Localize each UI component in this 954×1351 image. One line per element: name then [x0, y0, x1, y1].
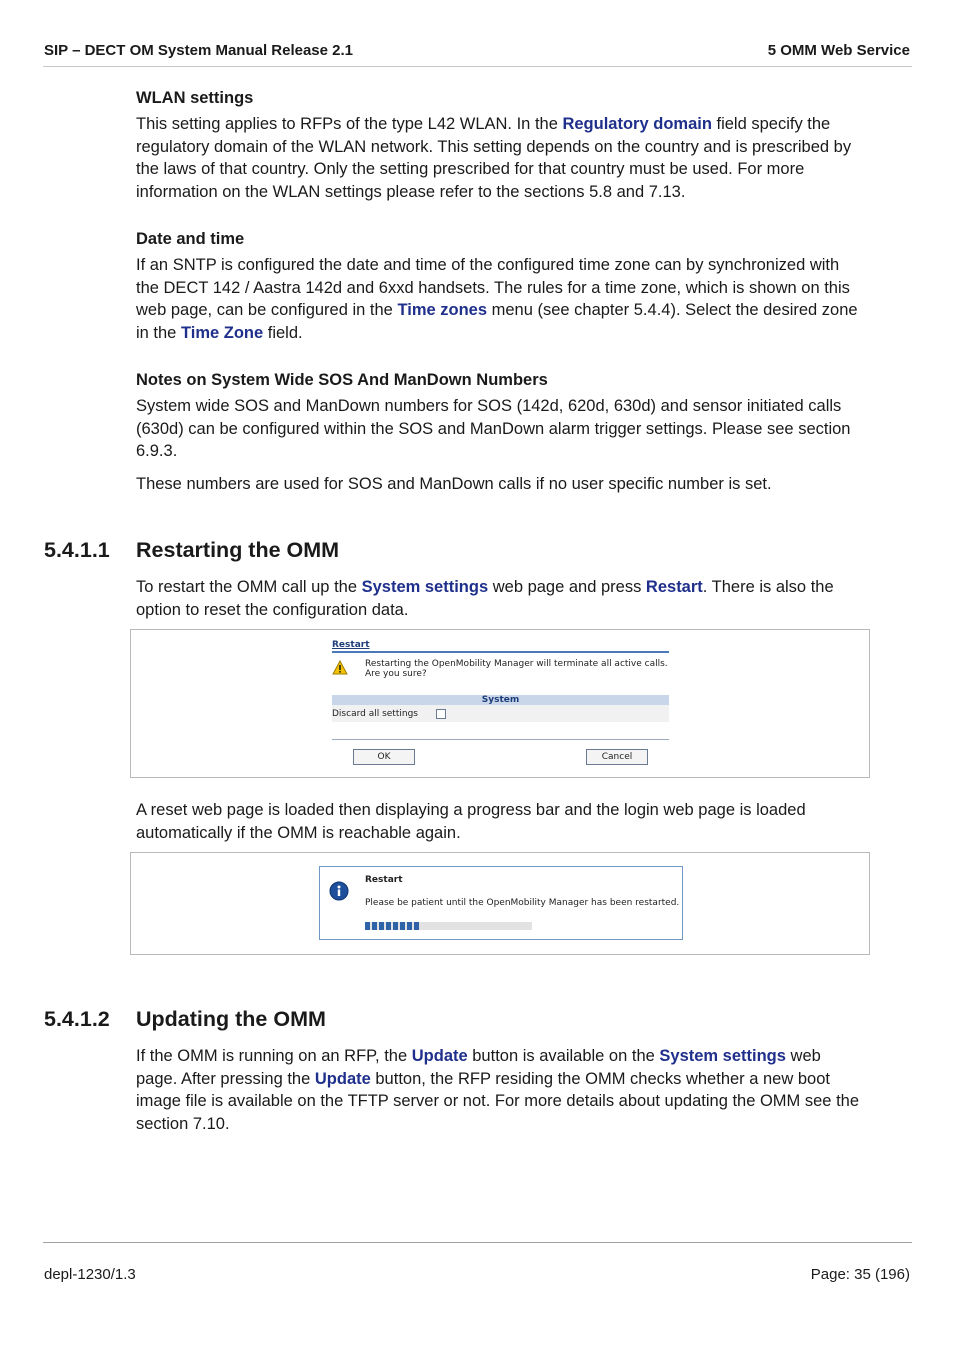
restart-warning-line-2: Are you sure? — [365, 669, 427, 679]
progress-segment — [372, 922, 377, 930]
warning-icon — [332, 660, 348, 675]
ok-button[interactable]: OK — [353, 749, 415, 765]
progress-segment — [393, 922, 398, 930]
system-section-header: System — [332, 695, 669, 705]
update-body — [136, 1045, 866, 1135]
wlan-paragraph — [136, 113, 866, 203]
restart-term: Restart — [645, 578, 703, 596]
sos-section — [136, 371, 866, 495]
section-heading-restart — [44, 538, 339, 563]
reset-paragraph: A reset web page is loaded then displaying a progress bar and the login web page is loaded automatically if the OMM is reachable again. — [136, 801, 806, 842]
system-settings-term: System settings — [659, 1047, 786, 1065]
time-zones-term: Time zones — [397, 301, 488, 319]
header-chapter: 5 OMM Web Service — [767, 42, 910, 59]
section-heading-update — [44, 1007, 326, 1032]
progress-segment — [414, 922, 419, 930]
section-title: Updating the OMM — [136, 1007, 326, 1031]
text-run: To restart the OMM call up the — [136, 578, 362, 596]
discard-settings-label: Discard all settings — [332, 709, 418, 719]
text-run: This setting applies to RFPs of the type L42 WLAN. In the — [136, 115, 563, 133]
text-run: web page. After pressing the — [136, 1047, 821, 1088]
text-run: menu (see chapter 5.4.4). Select the desired zone in the — [136, 301, 858, 342]
header-title: SIP – DECT OM System Manual Release 2.1 — [44, 42, 354, 59]
progress-segment — [379, 922, 384, 930]
text-run: If the OMM is running on an RFP, the — [136, 1047, 412, 1065]
reset-description — [136, 799, 866, 844]
system-settings-term: System settings — [361, 578, 489, 596]
text-run: . There is also the option to reset the configuration data. — [136, 578, 834, 619]
progress-segment — [407, 922, 412, 930]
info-icon — [329, 881, 349, 901]
restart-dialog — [131, 630, 869, 777]
restart-dialog-title: Restart — [332, 640, 370, 650]
datetime-section — [136, 230, 866, 344]
document-id: depl-1230/1.3 — [44, 1266, 136, 1283]
wlan-section — [136, 89, 866, 203]
text-run: field specify the regulatory domain of the WLAN network. This setting depends on the country and is prescribed by the laws of that country. Only the setting prescribed for that country must be used. For more information on the WLAN settings please refer to the sections 5.8 and 7.13. — [136, 115, 852, 201]
discard-settings-checkbox[interactable] — [436, 709, 446, 719]
update-paragraph — [136, 1045, 866, 1135]
progress-dialog-title: Restart — [365, 875, 403, 885]
section-title: Restarting the OMM — [136, 538, 340, 562]
restart-progress-screenshot — [130, 852, 870, 955]
text-run: web page and press — [488, 578, 646, 596]
restart-dialog-screenshot — [130, 629, 870, 778]
header-divider — [43, 66, 912, 67]
restart-intro — [136, 576, 866, 621]
progress-dialog-message: Please be patient until the OpenMobility Manager has been restarted. — [365, 898, 680, 908]
update-term: Update — [314, 1069, 371, 1088]
footer-rule — [332, 739, 669, 740]
restart-progress-dialog — [319, 866, 683, 940]
title-rule — [332, 651, 669, 653]
text-run: If an SNTP is configured the date and time of the configured time zone can by synchronized with the DECT 142 / Aastra 142d and 6xxd handsets. The rules for a time zone, which is shown on this web page, can be configured in the — [136, 256, 850, 319]
sos-paragraph-1: System wide SOS and ManDown numbers for SOS (142d, 620d, 630d) and sensor initiated calls (630d) can be configured within the SOS and ManDown alarm trigger settings. Please see section 6.9.3. — [136, 397, 851, 460]
footer-divider — [43, 1242, 912, 1243]
wlan-heading: WLAN settings — [136, 89, 254, 107]
progress-segment — [365, 922, 370, 930]
update-term: Update — [411, 1047, 468, 1065]
sos-heading: Notes on System Wide SOS And ManDown Numbers — [136, 371, 548, 389]
restart-paragraph — [136, 576, 866, 621]
page-number: Page: 35 (196) — [810, 1266, 910, 1283]
cancel-button[interactable]: Cancel — [586, 749, 648, 765]
progress-segment — [386, 922, 391, 930]
time-zone-term: Time Zone — [180, 323, 264, 342]
datetime-heading: Date and time — [136, 230, 245, 248]
restart-progress-bar — [365, 922, 532, 930]
section-number: 5.4.1.2 — [44, 1007, 110, 1031]
restart-warning-line-1: Restarting the OpenMobility Manager will terminate all active calls. — [365, 659, 668, 669]
text-run: field. — [263, 323, 303, 342]
progress-segment — [400, 922, 405, 930]
text-run: button is available on the — [467, 1047, 660, 1065]
regulatory-domain-term: Regulatory domain — [562, 115, 712, 133]
sos-paragraph-2: These numbers are used for SOS and ManDown calls if no user specific number is set. — [136, 474, 772, 493]
text-run: button, the RFP residing the OMM checks whether a new boot image file is available on the TFTP server or not. For more details about updating the OMM see the section 7.10. — [136, 1069, 860, 1133]
progress-bar-fill — [365, 922, 421, 930]
datetime-paragraph — [136, 254, 866, 344]
section-number: 5.4.1.1 — [44, 538, 110, 562]
